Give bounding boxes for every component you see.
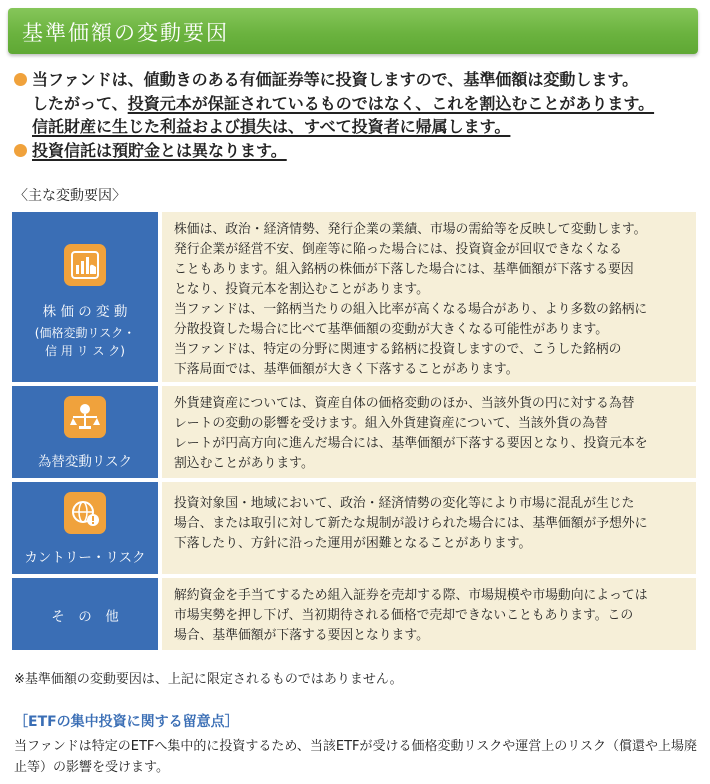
section-title-bar [8,8,698,54]
desc-line: 当ファンドは、特定の分野に関連する銘柄に投資しますので、こうした銘柄の [174,342,622,357]
desc-line: こともあります。組入銘柄の株価が下落した場合には、基準価額が下落する要因 [174,262,634,277]
desc-line: 当ファンドは、一銘柄当たりの組入比率が高くなる場合があり、より多数の銘柄に [174,302,648,317]
risk-label-cell [12,212,158,382]
intro-block [10,68,705,162]
risk-label-cell [12,386,158,478]
desc-line: 場合、基準価額が下落する要因となります。 [174,628,429,643]
risk-subheading: 〈主な変動要因〉 [14,188,126,204]
risk-row-stock [12,212,696,382]
risk-label: そ の 他 [51,609,119,625]
intro-text-2a: したがって、 [32,93,128,113]
etf-section-title: ［ETFの集中投資に関する留意点］ [14,714,239,730]
intro-line-3 [10,115,705,139]
bullet-dot-icon [14,73,27,86]
risk-sublabel-2: 信 用 リ ス ク) [45,344,125,358]
risk-label-cell [12,578,158,650]
risk-row-other [12,578,696,650]
desc-line: 市場実勢を押し下げ、当初期待される価格で売却できないこともあります。この [174,608,634,623]
desc-line: 発行企業が経営不安、倒産等に陥った場合には、投資資金が回収できなくなる [174,242,622,257]
risk-label: 為替変動リスク [37,454,133,470]
currency-balance-icon [64,396,106,438]
desc-line: 解約資金を手当てするため組入証券を売却する際、市場規模や市場動向によっては [174,588,648,603]
desc-line: 株価は、政治・経済情勢、発行企業の業績、市場の需給等を反映して変動します。 [174,222,647,237]
page-title: 基準価額の変動要因 [22,21,229,45]
risk-row-country [12,482,696,574]
risk-label: カントリー・リスク [24,550,146,566]
intro-text-3: 信託財産に生じた利益および損失は、すべて投資者に帰属します。 [32,117,511,136]
stock-chart-hand-icon [64,244,106,286]
desc-line: 下落したり、方針に沿った運用が困難となることがあります。 [174,536,532,551]
risk-description [162,482,696,574]
risk-sublabel-1: (価格変動リスク・ [34,326,136,340]
intro-text-1: 当ファンドは、値動きのある有価証券等に投資しますので、基準価額は変動します。 [32,70,639,89]
footnote: ※基準価額の変動要因は、上記に限定されるものではありません。 [14,672,403,687]
intro-text-2b: 投資元本が保証されているものではなく、これを割込むことがあります。 [127,93,655,113]
risk-label-cell [12,482,158,574]
desc-line: 場合、または取引に対して新たな規制が設けられた場合には、基準価額が予想外に [174,516,648,531]
intro-line-4 [10,139,705,163]
intro-line-1 [10,68,705,92]
desc-line: 外貨建資産については、資産自体の価格変動のほか、当該外貨の円に対する為替 [174,396,635,411]
risk-description [162,212,696,382]
risk-row-currency [12,386,696,478]
desc-line: となり、投資元本を割込むことがあります。 [174,282,429,297]
desc-line: 割込むことがあります。 [174,456,314,471]
desc-line: 下落局面では、基準価額が大きく下落することがあります。 [174,362,519,377]
desc-line: レートの変動の影響を受けます。組入外貨建資産について、当該外貨の為替 [174,416,608,431]
globe-warning-icon [64,492,106,534]
risk-description [162,578,696,650]
bullet-dot-icon [14,144,27,157]
desc-line: 分散投資した場合に比べて基準価額の変動が大きくなる可能性があります。 [174,322,609,337]
risk-table [12,212,696,654]
risk-label: 株 価 の 変 動 [42,304,128,320]
intro-text-4: 投資信託は預貯金とは異なります。 [32,140,287,160]
desc-line: レートが円高方向に進んだ場合には、基準価額が下落する要因となり、投資元本を [174,436,648,451]
intro-line-2 [10,92,705,116]
etf-section-text: 当ファンドは特定のETFへ集中的に投資するため、当該ETFが受ける価格変動リスクや運営上のリスク（償還や上場廃止等）の影響を受けます。 [14,739,697,775]
desc-line: 投資対象国・地域において、政治・経済情勢の変化等により市場に混乱が生じた [174,496,635,511]
risk-description [162,386,696,478]
